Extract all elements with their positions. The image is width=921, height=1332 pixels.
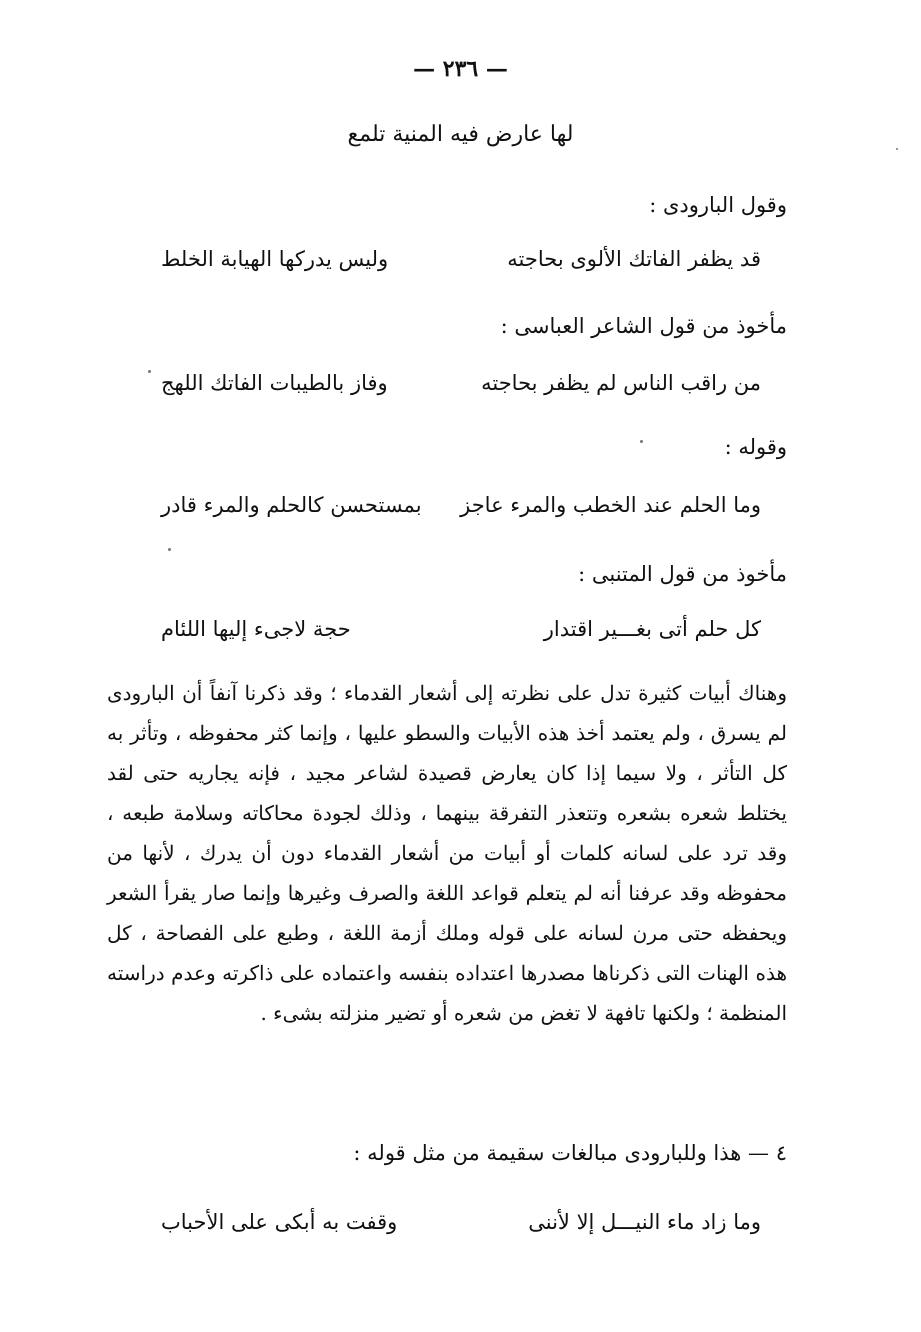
scan-speck (640, 440, 643, 443)
verse-1 (161, 244, 761, 274)
verse-continuation: لها عارض فيه المنية تلمع (347, 122, 574, 147)
body-paragraph: وهناك أبيات كثيرة تدل على نظرته إلى أشعار القدماء ؛ وقد ذكرنا آنفاً أن البارودى لم يسرق ، ولم يعتمد أخذ هذه الأبيات والسطو عليها ، وإنما كثر محفوظه ، وتأثر به كل التأثر ، ولا سيما إذا كان يعارض قصيدة لشاعر مجيد ، فإنه يجاريه حتى لقد يختلط شعره بشعره وتتعذر التفرقة بينهما ، وذلك لجودة محاكاته وسلامة طبعه ، وقد ترد على لسانه كلمات أو أبيات من أشعار القدماء دون أن يدرك ، لأنها من محفوظه وقد عرفنا أنه لم يتعلم قواعد اللغة والصرف وغيرها وإنما صار يقرأ الشعر ويحفظه حتى مرن لسانه على قوله وملك أزمة اللغة ، وطبع على الفصاحة ، كل هذه الهنات التى ذكرناها مصدرها اعتداده بنفسه واعتماده على ذاكرته وعدم دراسته المنظمة ؛ ولكنها تافهة لا تغض من شعره أو تضير منزلته بشىء . (107, 681, 787, 1025)
verse-4-second-hemistich: حجة لاجىء إليها اللئام (161, 617, 351, 641)
intro-qawluh: وقوله : (724, 435, 787, 459)
verse-2-second-hemistich: وفاز بالطيبات الفاتك اللهج (161, 371, 388, 395)
intro-baroudi: وقول البارودى : (649, 193, 787, 217)
verse-5-second-hemistich: وقفت به أبكى على الأحباب (161, 1210, 398, 1234)
verse-3-first-hemistich: وما الحلم عند الخطب والمرء عاجز (460, 493, 761, 517)
scan-speck (148, 370, 151, 373)
verse-3 (161, 490, 761, 520)
verse-1-second-hemistich: وليس يدركها الهيابة الخلط (161, 247, 389, 271)
verse-4-first-hemistich: كل حلم أتى بغـــير اقتدار (543, 617, 761, 641)
source-abbasid: مأخوذ من قول الشاعر العباسى : (500, 314, 787, 338)
verse-5-first-hemistich: وما زاد ماء النيـــل إلا لأننى (528, 1210, 761, 1234)
verse-3-second-hemistich: بمستحسن كالحلم والمرء قادر (161, 493, 422, 517)
source-mutanabbi: مأخوذ من قول المتنبى : (578, 562, 787, 586)
scan-speck (896, 148, 898, 150)
verse-5 (161, 1207, 761, 1237)
verse-2-first-hemistich: من راقب الناس لم يظفر بحاجته (481, 371, 761, 395)
verse-1-first-hemistich: قد يظفر الفاتك الألوى بحاجته (507, 247, 761, 271)
scan-speck (168, 548, 171, 551)
verse-4 (161, 614, 761, 644)
point-4-heading: ٤ — هذا وللبارودى مبالغات سقيمة من مثل قوله : (353, 1141, 787, 1165)
page-number: — ٢٣٦ — (413, 56, 508, 82)
verse-2 (161, 368, 761, 398)
